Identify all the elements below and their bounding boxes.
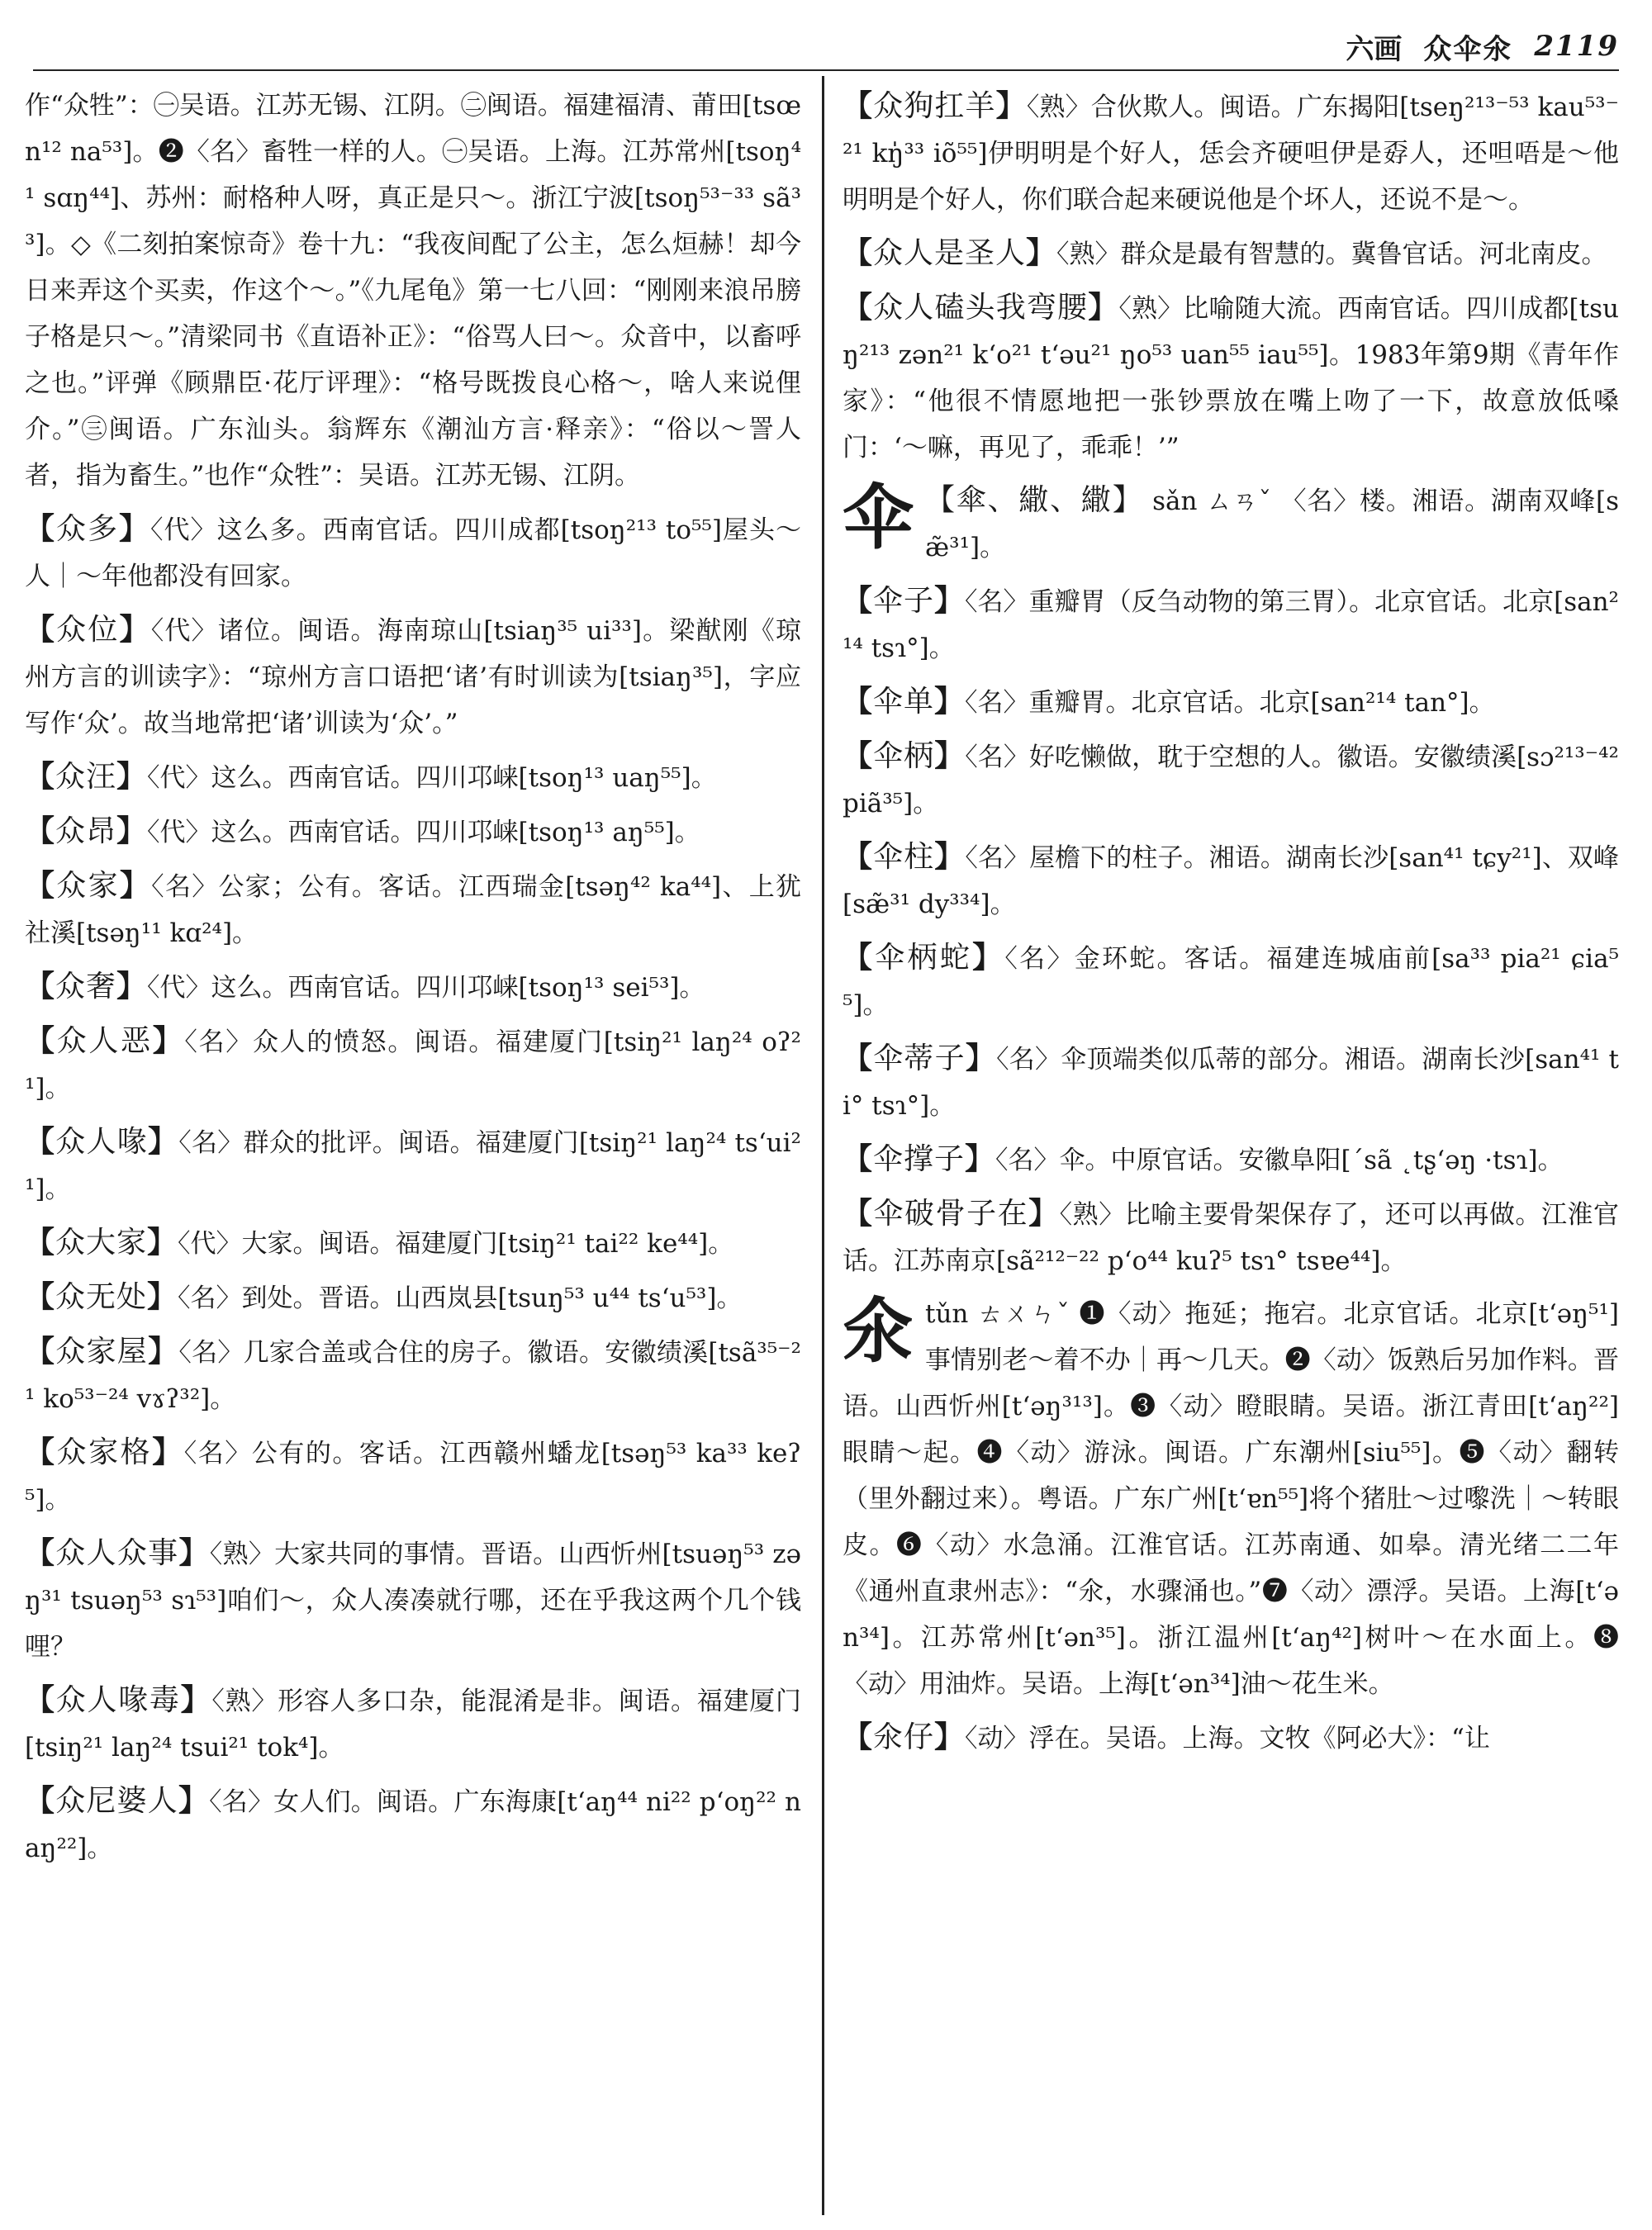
dictionary-entry — [25, 1274, 801, 1321]
headword: 【伞柄蛇】 — [843, 940, 1005, 975]
entry-text: 〈名〉到处。晋语。山西岚县[tsuŋ⁵³ u⁴⁴ tsʻu⁵³]。 — [178, 1283, 743, 1313]
headword-text: 众尼婆人 — [55, 1784, 178, 1818]
dictionary-entry — [25, 1677, 801, 1771]
headword-text: 伞子 — [873, 584, 935, 618]
dictionary-entry — [25, 862, 801, 956]
dictionary-entry — [25, 1530, 801, 1670]
dictionary-entry — [843, 934, 1619, 1028]
entry-text: 〈代〉这么。西南官话。四川邛崃[tsoŋ¹³ sei⁵³]。 — [147, 973, 705, 1003]
entry-text: 〈名〉群众的批评。闽语。福建厦门[tsiŋ²¹ laŋ²⁴ tsʻui²¹]。 — [25, 1128, 801, 1204]
entry-text: 作“众牲”：㊀吴语。江苏无锡、江阴。㊁闽语。福建福清、莆田[tsœn¹² na⁵³]。❷〈名〉畜牲一样的人。㊀吴语。上海。江苏常州[tsoŋ⁴¹ sɑŋ⁴⁴]、苏州：耐格种人呀，真正是只～。浙江宁波[tsoŋ⁵³⁻³³ sã³³]。◇《二刻拍案惊奇》卷十九：“我夜间配了公主，怎么烜赫！却今日来弄这个买卖，作这个～。”《九尾龟》第一七八回：“刚刚来浪吊膀子格是只～。”清梁同书《直语补正》：“俗骂人曰～。众音中，以畜呼之也。”评弹《顾鼎臣·花厅评理》：“格号既拨良心格～，啥人来说俚介。”㊂闽语。广东汕头。翁辉东《潮汕方言·释亲》：“俗以～詈人者，指为畜生。”也作“众牲”：吴语。江苏无锡、江阴。 — [25, 91, 801, 491]
headword: 【伞柄】 — [843, 738, 966, 773]
section-label: 六画 — [1346, 32, 1403, 66]
entry-text: 〈代〉大家。闽语。福建厦门[tsiŋ²¹ tai²² ke⁴⁴]。 — [178, 1229, 734, 1259]
headword: 【伞撑子】 — [843, 1141, 996, 1176]
entry-text: 〈名〉重瓣胃（反刍动物的第三胃）。北京官话。北京[san²¹⁴ tsɿ°]。 — [843, 587, 1619, 663]
dictionary-entry — [843, 1714, 1619, 1762]
headword: 【众奢】 — [25, 969, 148, 1004]
headword: 【伞单】 — [843, 684, 966, 719]
headword-text: 伞破骨子在 — [873, 1197, 1029, 1231]
entry-text: 〈熟〉比喻随大流。西南官话。四川成都[tsuŋ²¹³ zən²¹ kʻo²¹ tʻəu²¹ ŋo⁵³ uan⁵⁵ iau⁵⁵]。1983年第9期《青年作家》：“他很不情愿地把一张钞票放在嘴上吻了一下，故意放低嗓门：‘～嘛，再见了，乖乖！’” — [843, 294, 1619, 463]
dictionary-entry — [25, 505, 801, 600]
dictionary-entry — [843, 284, 1619, 471]
entry-text: 〈名〉众人的愤怒。闽语。福建厦门[tsiŋ²¹ laŋ²⁴ oʔ²¹]。 — [25, 1027, 801, 1103]
entry-text: 〈名〉伞顶端类似瓜蒂的部分。湘语。湖南长沙[san⁴¹ ti° tsɿ°]。 — [843, 1045, 1619, 1121]
headword: 【伞蒂子】 — [843, 1041, 997, 1075]
entry-text: 〈熟〉形容人多口杂，能混淆是非。闽语。福建厦门[tsiŋ²¹ laŋ²⁴ tsui²¹ tok⁴]。 — [25, 1687, 801, 1763]
headword: 【伞柱】 — [843, 839, 966, 874]
dictionary-entry — [843, 733, 1619, 827]
dictionary-entry — [25, 1777, 801, 1872]
head-character: 氽 — [843, 1289, 914, 1373]
dictionary-entry — [843, 577, 1619, 671]
entry-text: 〈名〉重瓣胃。北京官话。北京[san²¹⁴ tan°]。 — [965, 688, 1495, 718]
dictionary-entry — [25, 606, 801, 747]
headword: 【众人磕头我弯腰】 — [843, 290, 1119, 325]
headword: 【众昂】 — [25, 814, 148, 848]
entry-text: 〈名〉几家合盖或合住的房子。徽语。安徽绩溪[tsã³⁵⁻²¹ ko⁵³⁻²⁴ vɤʔ³²]。 — [25, 1338, 801, 1414]
headword-text: 伞柄蛇 — [875, 941, 973, 975]
entry-text: 〈代〉诸位。闽语。海南琼山[tsiaŋ³⁵ ui³³]。梁猷刚《琼州方言的训读字》：“琼州方言口语把‘诸’有时训读为[tsiaŋ³⁵]，字应写作‘众’。故当地常把‘诸’训读为‘众’。” — [25, 616, 801, 738]
headword-text: 伞柱 — [873, 840, 935, 874]
headword: 【众大家】 — [25, 1225, 178, 1260]
continuation-entry — [25, 83, 801, 499]
headword: 【众家格】 — [25, 1435, 184, 1469]
entry-text: 〈名〉公有的。客话。江西赣州蟠龙[tsəŋ⁵³ ka³³ keʔ⁵]。 — [25, 1439, 801, 1515]
variant-forms: 【傘、繖、繖】 — [925, 483, 1144, 517]
headword-text: 众人磕头我弯腰 — [873, 291, 1089, 325]
headword-text: 众人喙毒 — [55, 1683, 181, 1717]
dictionary-entry — [843, 1190, 1619, 1284]
headword-text: 众多 — [56, 512, 120, 546]
entry-text: 〈熟〉大家共同的事情。晋语。山西忻州[tsuəŋ⁵³ zəŋ³¹ tsuəŋ⁵³ sɿ⁵³]咱们～，众人凑凑就行哪，还在乎我这两个几个钱哩？ — [25, 1540, 801, 1662]
entry-text: 〈名〉公家；公有。客话。江西瑞金[tsəŋ⁴² ka⁴⁴]、上犹社溪[tsəŋ¹¹ kɑ²⁴]。 — [25, 872, 801, 948]
page-header — [1264, 25, 1619, 68]
headword-text: 伞撑子 — [873, 1142, 966, 1176]
headword-text: 众无处 — [55, 1280, 148, 1314]
headword: 【众无处】 — [25, 1279, 178, 1314]
character-entry — [843, 477, 1619, 571]
headword-text: 伞柄 — [873, 739, 935, 773]
dictionary-entry — [843, 83, 1619, 223]
dictionary-entry — [25, 1118, 801, 1212]
headword: 【伞破骨子在】 — [843, 1196, 1060, 1231]
dictionary-entry — [25, 753, 801, 801]
entry-text: 〈熟〉比喻主要骨架保存了，还可以再做。江淮官话。江苏南京[sã²¹²⁻²² pʻo⁴⁴ kuʔ⁵ tsɿ° tsɐe⁴⁴]。 — [843, 1200, 1619, 1276]
dictionary-entry — [25, 1328, 801, 1422]
page-number: 2119 — [1534, 30, 1619, 63]
headword: 【氽仔】 — [843, 1720, 966, 1754]
entry-text: 〈代〉这么。西南官话。四川邛崃[tsoŋ¹³ aŋ⁵⁵]。 — [147, 818, 700, 847]
headword-text: 众奢 — [55, 970, 117, 1004]
headword: 【众多】 — [25, 511, 151, 546]
entry-text: sǎn ㄙㄢˇ 〈名〉楼。湘语。湖南双峰[sæ̃³¹]。 — [925, 486, 1619, 562]
dictionary-entry — [25, 1219, 801, 1267]
dictionary-entry — [25, 1429, 801, 1523]
headword: 【伞子】 — [843, 583, 966, 618]
headword-text: 众位 — [56, 613, 120, 647]
dictionary-entry — [25, 808, 801, 856]
headword-text: 众人众事 — [55, 1536, 179, 1570]
entry-text: 〈名〉好吃懒做，耽于空想的人。徽语。安徽绩溪[sɔ²¹³⁻⁴² piã³⁵]。 — [843, 743, 1619, 818]
headword: 【众人是圣人】 — [843, 235, 1057, 270]
entry-text: 〈名〉金环蛇。客话。福建连城庙前[sa³³ pia²¹ ɕia⁵⁵]。 — [843, 944, 1619, 1020]
character-entry — [843, 1291, 1619, 1707]
entry-text: 〈名〉女人们。闽语。广东海康[tʻaŋ⁴⁴ ni²² pʻoŋ²² naŋ²²]。 — [25, 1787, 801, 1863]
headword: 【众家】 — [25, 868, 152, 903]
entry-text: 〈熟〉合伙欺人。闽语。广东揭阳[tseŋ²¹³⁻⁵³ kau⁵³⁻²¹ kŋ̍³³ iõ⁵⁵]伊明明是个好人，恁会齐硬呾伊是孬人，还呾唔是～他明明是个好人，你们联合起来硬说他是个坏人，还说不是～。 — [843, 93, 1619, 215]
dictionary-entry — [843, 230, 1619, 278]
dictionary-entry — [25, 1018, 801, 1112]
entry-text: 〈动〉浮在。吴语。上海。文牧《阿必大》：“让 — [965, 1724, 1490, 1753]
dictionary-entry — [843, 833, 1619, 928]
headword-text: 众人喙 — [55, 1125, 149, 1159]
headword: 【众人喙毒】 — [25, 1682, 212, 1717]
dictionary-entry — [25, 963, 801, 1011]
headword-text: 氽仔 — [873, 1720, 935, 1754]
head-character: 伞 — [843, 476, 914, 559]
headword-text: 众大家 — [55, 1226, 148, 1260]
header-chars: 众伞氽 — [1423, 32, 1513, 66]
headword: 【众狗扛羊】 — [843, 88, 1027, 123]
entry-text: 〈名〉伞。中原官话。安徽阜阳[ˊsã ˛tʂʻəŋ ·tsɿ]。 — [995, 1146, 1564, 1175]
headword-text: 众昂 — [55, 814, 117, 848]
left-column — [25, 83, 801, 2213]
entry-text: 〈代〉这么。西南官话。四川邛崃[tsoŋ¹³ uaŋ⁵⁵]。 — [147, 763, 717, 793]
dictionary-entry — [843, 1035, 1619, 1129]
headword-text: 伞单 — [873, 685, 935, 719]
headword-text: 众人恶 — [56, 1024, 153, 1058]
dictionary-entry — [843, 678, 1619, 726]
headword: 【众人恶】 — [25, 1023, 185, 1058]
dictionary-entry — [843, 1136, 1619, 1184]
headword: 【众家屋】 — [25, 1334, 179, 1369]
headword: 【众位】 — [25, 612, 151, 647]
headword-text: 伞蒂子 — [873, 1041, 966, 1075]
entry-text: 〈代〉这么多。西南官话。四川成都[tsoŋ²¹³ to⁵⁵]屋头～人｜～年他都没有回家。 — [25, 515, 801, 591]
entry-text: 〈名〉屋檐下的柱子。湘语。湖南长沙[san⁴¹ tɕy²¹]、双峰[sæ̃³¹ dy³³⁴]。 — [843, 843, 1619, 919]
entry-text: 〈熟〉群众是最有智慧的。冀鲁官话。河北南皮。 — [1056, 240, 1607, 269]
headword-text: 众狗扛羊 — [873, 89, 996, 123]
headword-text: 众家屋 — [55, 1335, 149, 1369]
entry-text: tǔn ㄊㄨㄣˇ ❶〈动〉拖延；拖宕。北京官话。北京[tʻəŋ⁵¹]事情别老～着不办｜再～几天。❷〈动〉饭熟后另加作料。晋语。山西忻州[tʻəŋ³¹³]。❸〈动〉瞪眼睛。吴语。浙江青田[tʻaŋ²²]眼睛～起。❹〈动〉游泳。闽语。广东潮州[siu⁵⁵]。❺〈动〉翻转（里外翻过来）。粤语。广东广州[tʻɐn⁵⁵]将个猪肚～过嚟洗｜～转眼皮。❻〈动〉水急涌。江淮官话。江苏南通、如皋。清光绪二二年《通州直隶州志》：“氽，水骤涌也。”❼〈动〉漂浮。吴语。上海[tʻən³⁴]。江苏常州[tʻən³⁵]。浙江温州[tʻaŋ⁴²]树叶～在水面上。❽〈动〉用油炸。吴语。上海[tʻən³⁴]油～花生米。 — [843, 1299, 1619, 1699]
headword: 【众人喙】 — [25, 1124, 179, 1159]
header-rule — [33, 69, 1619, 71]
headword-text: 众家 — [56, 869, 120, 903]
headword: 【众尼婆人】 — [25, 1783, 210, 1818]
headword: 【众人众事】 — [25, 1535, 210, 1570]
headword-text: 众家格 — [56, 1435, 153, 1469]
headword-text: 众人是圣人 — [873, 236, 1027, 270]
column-divider — [822, 76, 824, 2215]
headword: 【众汪】 — [25, 759, 148, 794]
right-column — [843, 83, 1619, 2213]
headword-text: 众汪 — [55, 760, 117, 794]
